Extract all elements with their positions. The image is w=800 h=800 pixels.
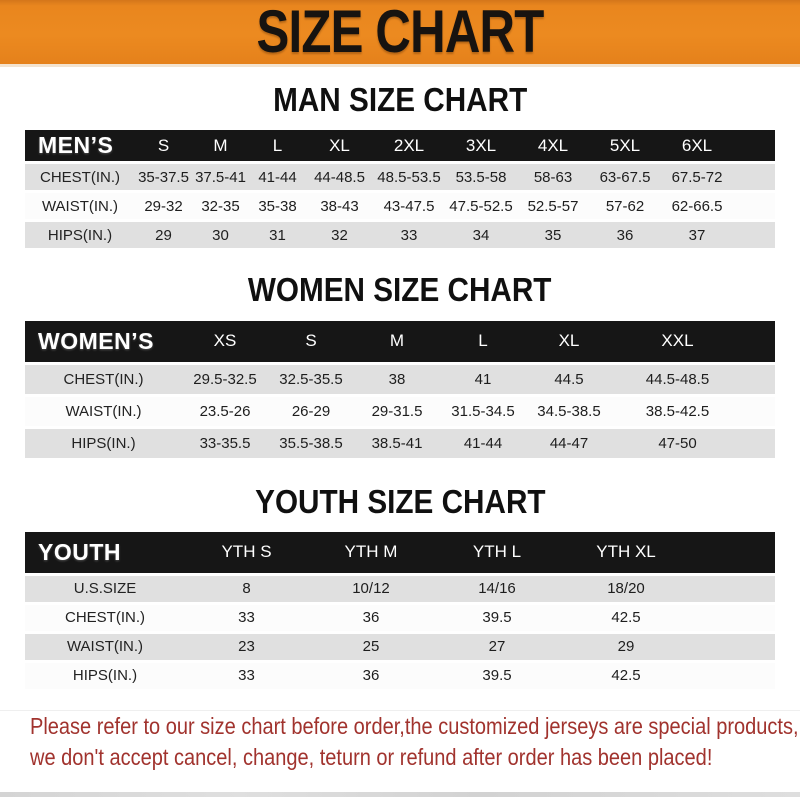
women-hips-row <box>25 429 775 458</box>
size-cell: 44-47 <box>526 429 612 458</box>
women-col-header: S <box>268 321 354 362</box>
size-cell: 63-67.5 <box>589 164 661 190</box>
size-cell: 27 <box>434 634 560 660</box>
youth-size-table <box>25 529 775 692</box>
size-cell: 30 <box>192 222 249 248</box>
filler-cell <box>692 634 775 660</box>
men-waist-row <box>25 193 775 219</box>
size-cell: 25 <box>308 634 434 660</box>
youth-section-title <box>0 484 800 520</box>
size-cell: 36 <box>308 605 434 631</box>
size-cell: 23.5-26 <box>182 397 268 426</box>
men-col-header: L <box>249 130 306 161</box>
youth-section <box>0 484 800 692</box>
size-cell: 33-35.5 <box>182 429 268 458</box>
youth-hips-row <box>25 663 775 689</box>
women-group-label: WOMEN’S <box>25 321 182 362</box>
size-cell: 38-43 <box>306 193 373 219</box>
size-cell: 42.5 <box>560 663 692 689</box>
row-label: WAIST(IN.) <box>25 634 185 660</box>
size-cell: 41-44 <box>440 429 526 458</box>
banner <box>0 0 800 67</box>
filler-cell <box>733 193 775 219</box>
size-cell: 57-62 <box>589 193 661 219</box>
men-col-header: 2XL <box>373 130 445 161</box>
men-section <box>0 82 800 251</box>
women-size-table <box>25 318 775 461</box>
size-cell: 35 <box>517 222 589 248</box>
size-cell: 41-44 <box>249 164 306 190</box>
size-cell: 33 <box>185 663 308 689</box>
footer-note <box>0 710 800 773</box>
size-cell: 34.5-38.5 <box>526 397 612 426</box>
women-header-row <box>25 321 775 362</box>
filler-cell <box>733 164 775 190</box>
filler-cell <box>743 321 775 362</box>
women-col-header: XS <box>182 321 268 362</box>
size-cell: 39.5 <box>434 663 560 689</box>
men-col-header: 5XL <box>589 130 661 161</box>
women-col-header: XXL <box>612 321 743 362</box>
women-chest-row <box>25 365 775 394</box>
row-label: WAIST(IN.) <box>25 193 135 219</box>
size-cell: 36 <box>589 222 661 248</box>
size-cell: 47-50 <box>612 429 743 458</box>
filler-cell <box>743 429 775 458</box>
size-cell: 14/16 <box>434 576 560 602</box>
size-cell: 42.5 <box>560 605 692 631</box>
size-cell: 38 <box>354 365 440 394</box>
men-chest-row <box>25 164 775 190</box>
filler-cell <box>692 663 775 689</box>
women-col-header: L <box>440 321 526 362</box>
men-col-header: 4XL <box>517 130 589 161</box>
size-cell: 62-66.5 <box>661 193 733 219</box>
row-label: HIPS(IN.) <box>25 429 182 458</box>
youth-waist-row <box>25 634 775 660</box>
size-cell: 32 <box>306 222 373 248</box>
footer-line-1: Please refer to our size chart before order,the customized jerseys are special products, <box>30 712 799 739</box>
youth-ussize-row <box>25 576 775 602</box>
men-header-row <box>25 130 775 161</box>
row-label: CHEST(IN.) <box>25 605 185 631</box>
size-cell: 44.5 <box>526 365 612 394</box>
size-cell: 31.5-34.5 <box>440 397 526 426</box>
youth-col-header: YTH L <box>434 532 560 573</box>
banner-title: SIZE CHART <box>256 0 544 65</box>
filler-cell <box>743 397 775 426</box>
women-section-title <box>0 272 800 308</box>
row-label: CHEST(IN.) <box>25 164 135 190</box>
size-cell: 43-47.5 <box>373 193 445 219</box>
men-size-table <box>25 127 775 251</box>
men-col-header: XL <box>306 130 373 161</box>
size-cell: 29 <box>560 634 692 660</box>
youth-col-header: YTH M <box>308 532 434 573</box>
women-waist-row <box>25 397 775 426</box>
size-cell: 29-32 <box>135 193 192 219</box>
youth-section-title-text: YOUTH SIZE CHART <box>254 482 546 520</box>
filler-cell <box>692 605 775 631</box>
filler-cell <box>743 365 775 394</box>
row-label: HIPS(IN.) <box>25 222 135 248</box>
bottom-strip <box>0 792 800 797</box>
size-cell: 35-38 <box>249 193 306 219</box>
row-label: HIPS(IN.) <box>25 663 185 689</box>
footer-line-2: we don't accept cancel, change, teturn or refund after order has been placed! <box>30 743 713 770</box>
men-col-header: S <box>135 130 192 161</box>
size-cell: 29 <box>135 222 192 248</box>
row-label: CHEST(IN.) <box>25 365 182 394</box>
filler-cell <box>733 130 775 161</box>
youth-header-row <box>25 532 775 573</box>
size-cell: 26-29 <box>268 397 354 426</box>
youth-chest-row <box>25 605 775 631</box>
women-col-header: M <box>354 321 440 362</box>
men-col-header: 6XL <box>661 130 733 161</box>
size-cell: 58-63 <box>517 164 589 190</box>
size-cell: 32-35 <box>192 193 249 219</box>
filler-cell <box>733 222 775 248</box>
size-cell: 29.5-32.5 <box>182 365 268 394</box>
filler-cell <box>692 532 775 573</box>
size-cell: 18/20 <box>560 576 692 602</box>
women-col-header: XL <box>526 321 612 362</box>
size-cell: 35.5-38.5 <box>268 429 354 458</box>
size-cell: 34 <box>445 222 517 248</box>
row-label: WAIST(IN.) <box>25 397 182 426</box>
size-cell: 52.5-57 <box>517 193 589 219</box>
size-cell: 48.5-53.5 <box>373 164 445 190</box>
size-cell: 47.5-52.5 <box>445 193 517 219</box>
size-cell: 23 <box>185 634 308 660</box>
size-cell: 35-37.5 <box>135 164 192 190</box>
size-cell: 37 <box>661 222 733 248</box>
size-cell: 10/12 <box>308 576 434 602</box>
size-cell: 44.5-48.5 <box>612 365 743 394</box>
men-col-header: M <box>192 130 249 161</box>
size-cell: 37.5-41 <box>192 164 249 190</box>
men-col-header: 3XL <box>445 130 517 161</box>
youth-col-header: YTH S <box>185 532 308 573</box>
filler-cell <box>692 576 775 602</box>
size-cell: 32.5-35.5 <box>268 365 354 394</box>
youth-col-header: YTH XL <box>560 532 692 573</box>
row-label: U.S.SIZE <box>25 576 185 602</box>
women-section-title-text: WOMEN SIZE CHART <box>248 271 552 309</box>
men-section-title <box>0 82 800 118</box>
size-cell: 33 <box>373 222 445 248</box>
men-section-title-text: MAN SIZE CHART <box>272 81 528 118</box>
men-hips-row <box>25 222 775 248</box>
men-group-label: MEN’S <box>25 130 135 161</box>
size-cell: 38.5-41 <box>354 429 440 458</box>
size-cell: 39.5 <box>434 605 560 631</box>
women-section <box>0 272 800 460</box>
size-cell: 44-48.5 <box>306 164 373 190</box>
size-cell: 29-31.5 <box>354 397 440 426</box>
size-cell: 36 <box>308 663 434 689</box>
size-cell: 67.5-72 <box>661 164 733 190</box>
size-cell: 38.5-42.5 <box>612 397 743 426</box>
size-cell: 8 <box>185 576 308 602</box>
youth-group-label: YOUTH <box>25 532 185 573</box>
size-cell: 53.5-58 <box>445 164 517 190</box>
size-cell: 31 <box>249 222 306 248</box>
size-cell: 33 <box>185 605 308 631</box>
size-cell: 41 <box>440 365 526 394</box>
